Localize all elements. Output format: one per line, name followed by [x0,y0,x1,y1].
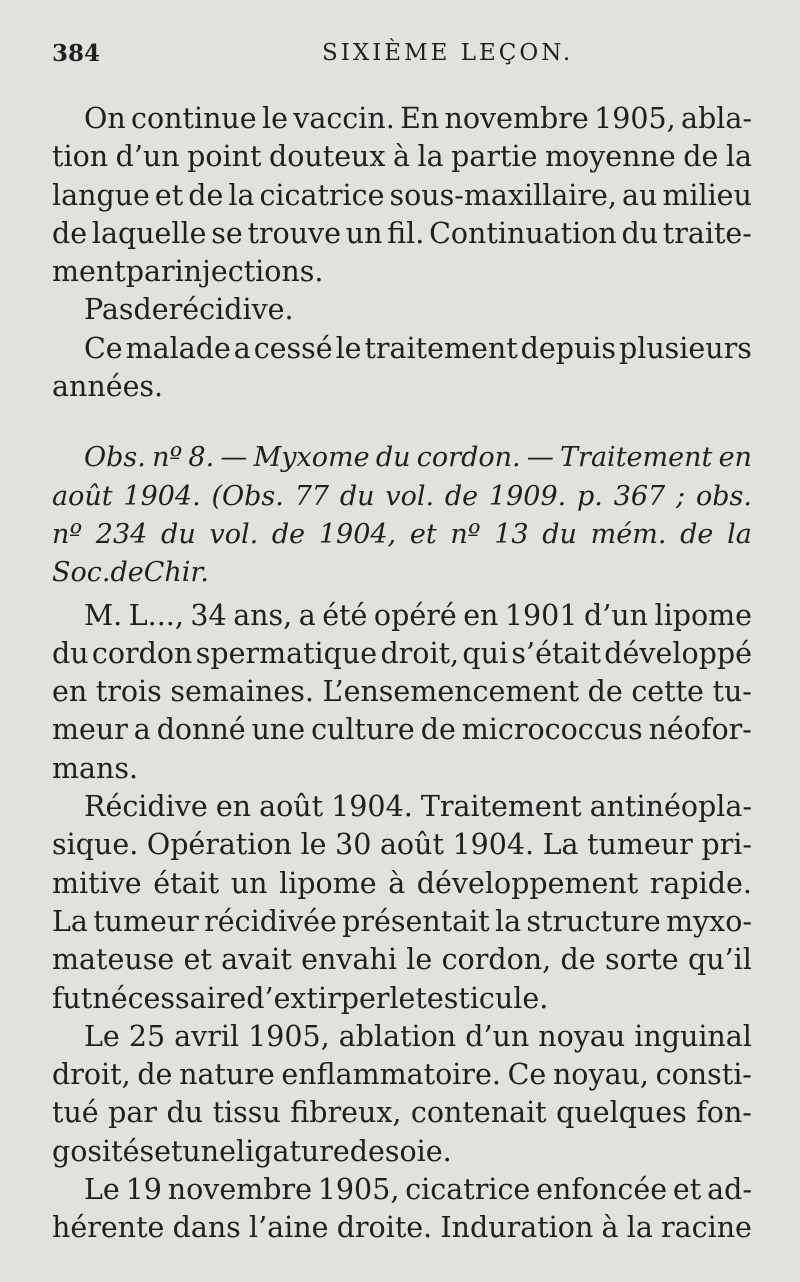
word: du [621,216,659,250]
word: langue [52,178,150,212]
word: rapide. [649,866,752,900]
word: récidivée [204,904,337,938]
word: à [388,866,406,900]
word: Soc. [52,557,111,589]
word: nº [152,442,183,474]
word: 1904, [318,518,397,550]
word: droit, [52,1058,131,1092]
word: (Obs. [211,480,284,512]
word: du [339,480,375,512]
word: donné [156,713,246,747]
word: au [621,178,658,212]
word: consti- [655,1058,752,1092]
word: structure [526,904,661,938]
word: p. [577,480,603,512]
word: la [725,140,752,174]
word: sous-maxillaire, [389,178,617,212]
word: 8. [188,442,215,474]
word: en [215,790,252,824]
word: le [261,102,288,135]
word: tumeur [93,904,199,938]
word: droite. [336,1211,433,1245]
word: nº [450,518,481,550]
word: cessé [253,331,333,365]
word: traite- [662,216,752,250]
word: Le [84,1173,120,1207]
word: et [183,943,212,977]
word: août [379,828,444,862]
word: développé [604,636,752,670]
word: abla- [680,102,752,135]
word: en [463,598,499,632]
word: a [233,331,251,365]
word: de [110,557,144,589]
word: et [409,518,437,550]
word: laquelle [91,216,207,250]
word: a [298,598,316,632]
word: 1909. [488,480,567,512]
word: cordon [91,636,193,670]
word: années. [52,370,164,404]
word: contenait [410,1096,547,1130]
word: tissu [212,1096,281,1130]
word: soie. [384,1134,452,1168]
word: myxo- [666,904,752,938]
word: 1905, [248,1019,330,1053]
word: d’un [465,1019,530,1053]
word: récidive. [168,293,294,327]
word: Traitement [420,790,582,824]
word: spermatique [195,636,378,670]
text-line [52,478,752,516]
word: et [672,1173,702,1207]
word: cicatrice [405,1173,531,1207]
word: 1901 [504,598,578,632]
word: avril [174,1019,240,1053]
word: le [389,981,416,1015]
word: du [375,442,411,474]
word: trouve [247,216,342,250]
text-line [52,330,752,368]
word: opéré [373,598,457,632]
observation-heading [52,439,752,592]
word: a [133,713,151,747]
word: et [154,178,184,212]
word: L’ensemencement [322,675,580,709]
text-line [52,291,752,329]
word: — [220,442,248,474]
word: sique. [52,828,139,862]
body-text [52,100,752,1248]
word: L..., [128,598,184,632]
word: à [393,140,411,174]
word: tu- [712,675,752,709]
word: mém. [590,518,667,550]
word: s’était [511,636,601,670]
word: le [300,828,327,862]
word: de [560,943,596,977]
word: semaines. [170,675,314,709]
word: de [420,713,456,747]
word: moyenne [544,140,676,174]
word: On [84,102,126,135]
word: 30 [335,828,372,862]
word: d’un [115,140,180,174]
word: partie [451,140,538,174]
text-line [52,1056,752,1094]
word: M. [84,598,123,632]
word: fil. [387,216,425,250]
text-line [52,177,752,215]
word: de [188,178,224,212]
word: mans. [52,751,139,785]
word: un [230,866,268,900]
word: lipome [654,598,752,632]
word: gosités [52,1134,155,1168]
word: vol. [209,518,259,550]
text-line [52,597,752,635]
word: meur [52,713,128,747]
word: ablation [338,1019,457,1053]
word: 34 [190,598,227,632]
word: du [52,636,89,670]
word: un [345,216,383,250]
paragraph [52,291,752,329]
text-line [52,439,752,477]
word: de [444,480,479,512]
word: 25 [128,1019,166,1053]
word: obs. [695,480,752,512]
word: août [52,480,113,512]
word: ment [52,255,126,289]
text-line [52,673,752,711]
word: de [680,518,714,550]
paragraph [52,1018,752,1171]
text-line [52,750,752,788]
word: lipome [279,866,377,900]
word: vol. [385,480,435,512]
word: culture [311,713,415,747]
word: Chir. [143,557,209,589]
word: hérente [52,1211,165,1245]
paragraph [52,597,752,788]
text-line [52,100,752,138]
text-line [52,865,752,903]
word: à [601,1211,619,1245]
word: 367 [613,480,666,512]
word: Continuation [429,216,617,250]
word: d’un [583,598,648,632]
paragraph [52,1171,752,1248]
word: août [259,790,324,824]
word: 1905, [317,1173,400,1207]
word: se [211,216,243,250]
word: par [125,255,175,289]
word: cette [631,675,704,709]
word: traitement [364,331,518,365]
word: dans [172,1211,241,1245]
word: néofor- [648,713,752,747]
word: vaccin. [293,102,395,135]
word: ad- [707,1173,752,1207]
word: et [154,1134,183,1168]
word: La [52,904,88,938]
word: l’aine [248,1211,329,1245]
text-line [52,788,752,826]
word: testicule. [415,981,549,1015]
word: Induration [440,1211,594,1245]
word: Pas [84,293,134,327]
word: nature [179,1058,275,1092]
word: de [137,1058,173,1092]
word: d’extirper [246,981,390,1015]
word: Traitement [560,442,713,474]
text-line [52,368,752,406]
word: micrococcus [461,713,643,747]
word: continue [131,102,257,135]
word: tué [52,1096,99,1130]
text-line [52,1209,752,1247]
word: 1904. [331,790,413,824]
word: le [406,943,433,977]
word: plusieurs [618,331,752,365]
word: la [495,904,522,938]
word: envahi [301,943,397,977]
word: enflammatoire. [281,1058,501,1092]
word: du [161,518,196,550]
word: pri- [701,828,752,862]
word: en [52,675,88,709]
word: nécessaire [92,981,247,1015]
word: tion [52,140,109,174]
text-line [52,826,752,864]
word: la [727,518,752,550]
word: de [349,1134,385,1168]
word: malade [125,331,231,365]
word: avait [221,943,292,977]
word: du [542,518,577,550]
word: cordon, [441,943,552,977]
word: 77 [294,480,330,512]
text-line [52,138,752,176]
word: noyau [538,1019,626,1053]
page-header [52,40,752,76]
word: de [133,293,169,327]
text-line [52,215,752,253]
text-line [52,1094,752,1132]
word: enfoncée [536,1173,668,1207]
word: douteux [268,140,386,174]
word: mitive [52,866,142,900]
text-line [52,903,752,941]
word: milieu [662,178,752,212]
text-line [52,516,752,554]
section-gap [52,406,752,439]
word: cicatrice [259,178,385,212]
word: une [251,713,306,747]
word: 19 [125,1173,162,1207]
word: Le [84,1019,120,1053]
word: était [153,866,220,900]
word: fibreux, [290,1096,402,1130]
word: qui [462,636,509,670]
running-title: SIXIÈME LEÇON. [322,40,574,66]
word: trois [95,675,162,709]
word: la [228,178,255,212]
text-line [52,1171,752,1209]
word: noyau, [552,1058,649,1092]
word: ans, [233,598,293,632]
word: fon- [696,1096,752,1130]
word: qu’il [688,943,752,977]
word: tumeur [587,828,693,862]
word: de [271,518,306,550]
word: depuis [520,331,617,365]
page-number: 384 [52,40,101,67]
word: Récidive [84,790,208,824]
word: le [335,331,362,365]
word: injections. [174,255,324,289]
word: sorte [604,943,679,977]
word: quelques [556,1096,687,1130]
paragraph [52,100,752,291]
word: la [417,140,444,174]
word: 1904. [452,828,535,862]
word: mateuse [52,943,175,977]
word: droit, [380,636,460,670]
paragraph [52,330,752,407]
word: cordon. [416,442,521,474]
text-line [52,635,752,673]
word: Ce [84,331,123,365]
word: de [683,140,719,174]
word: de [52,216,88,250]
word: Opération [146,828,292,862]
text-line [52,1018,752,1056]
text-line [52,253,752,291]
word: Myxome [253,442,370,474]
word: Obs. [84,442,146,474]
word: inguinal [634,1019,752,1053]
word: de [587,675,623,709]
text-line [52,554,752,592]
word: par [108,1096,158,1130]
word: 1905, [594,102,676,135]
word: 234 [95,518,148,550]
word: novembre [444,102,589,135]
word: la [626,1211,653,1245]
text-line [52,980,752,1018]
text-line [52,711,752,749]
word: ; [676,480,686,512]
word: du [166,1096,204,1130]
word: été [322,598,368,632]
word: présentait [342,904,490,938]
word: 13 [494,518,529,550]
word: fut [52,981,93,1015]
word: développement [416,866,639,900]
word: novembre [167,1173,312,1207]
word: antinéopla- [589,790,752,824]
word: racine [661,1211,752,1245]
word: nº [52,518,83,550]
paragraph [52,788,752,1018]
text-line [52,1133,752,1171]
word: en [718,442,752,474]
word: En [400,102,440,135]
word: point [187,140,262,174]
word: une [182,1134,236,1168]
word: La [542,828,579,862]
word: ligature [236,1134,350,1168]
word: — [526,442,554,474]
word: 1904. [123,480,201,512]
word: Ce [507,1058,547,1092]
text-line [52,941,752,979]
